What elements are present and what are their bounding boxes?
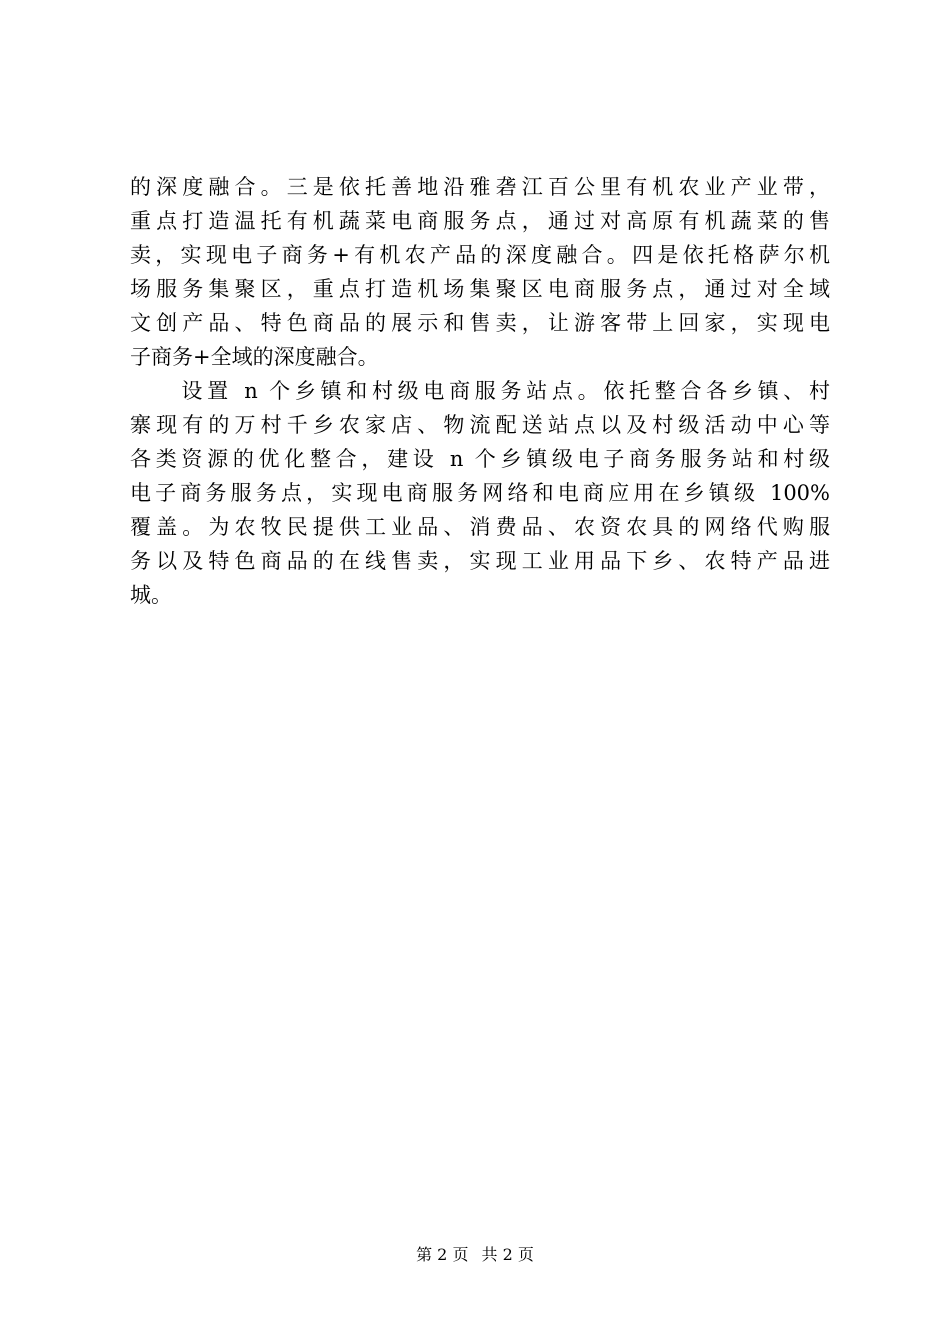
text-line: 各类资源的优化整合，建设 n 个乡镇级电子商务服务站和村级 — [130, 447, 830, 471]
text-line: 场服务集聚区，重点打造机场集聚区电商服务点，通过对全域 — [130, 277, 830, 301]
page-footer — [0, 1243, 950, 1267]
text-line: 寨现有的万村千乡农家店、物流配送站点以及村级活动中心等 — [130, 413, 830, 437]
text-line: 电子商务服务点，实现电商服务网络和电商应用在乡镇级 100% — [130, 481, 830, 505]
page-total: 共 2 页 — [481, 1245, 534, 1264]
text-line: 重点打造温托有机蔬菜电商服务点，通过对高原有机蔬菜的售 — [130, 209, 830, 233]
text-line: 的深度融合。三是依托善地沿雅砻江百公里有机农业产业带， — [130, 175, 830, 199]
document-body — [130, 170, 830, 612]
text-line: 文创产品、特色商品的展示和售卖，让游客带上回家，实现电 — [130, 311, 830, 335]
text-line: 城。 — [130, 583, 172, 607]
text-line: 覆盖。为农牧民提供工业品、消费品、农资农具的网络代购服 — [130, 515, 830, 539]
text-line: 务以及特色商品的在线售卖，实现工业用品下乡、农特产品进 — [130, 549, 830, 573]
text-line: 子商务+全域的深度融合。 — [130, 345, 379, 369]
text-line: 卖，实现电子商务+有机农产品的深度融合。四是依托格萨尔机 — [130, 243, 830, 267]
page-number: 第 2 页 — [416, 1245, 469, 1264]
text-line: 设置 n 个乡镇和村级电商服务站点。依托整合各乡镇、村 — [130, 379, 830, 403]
